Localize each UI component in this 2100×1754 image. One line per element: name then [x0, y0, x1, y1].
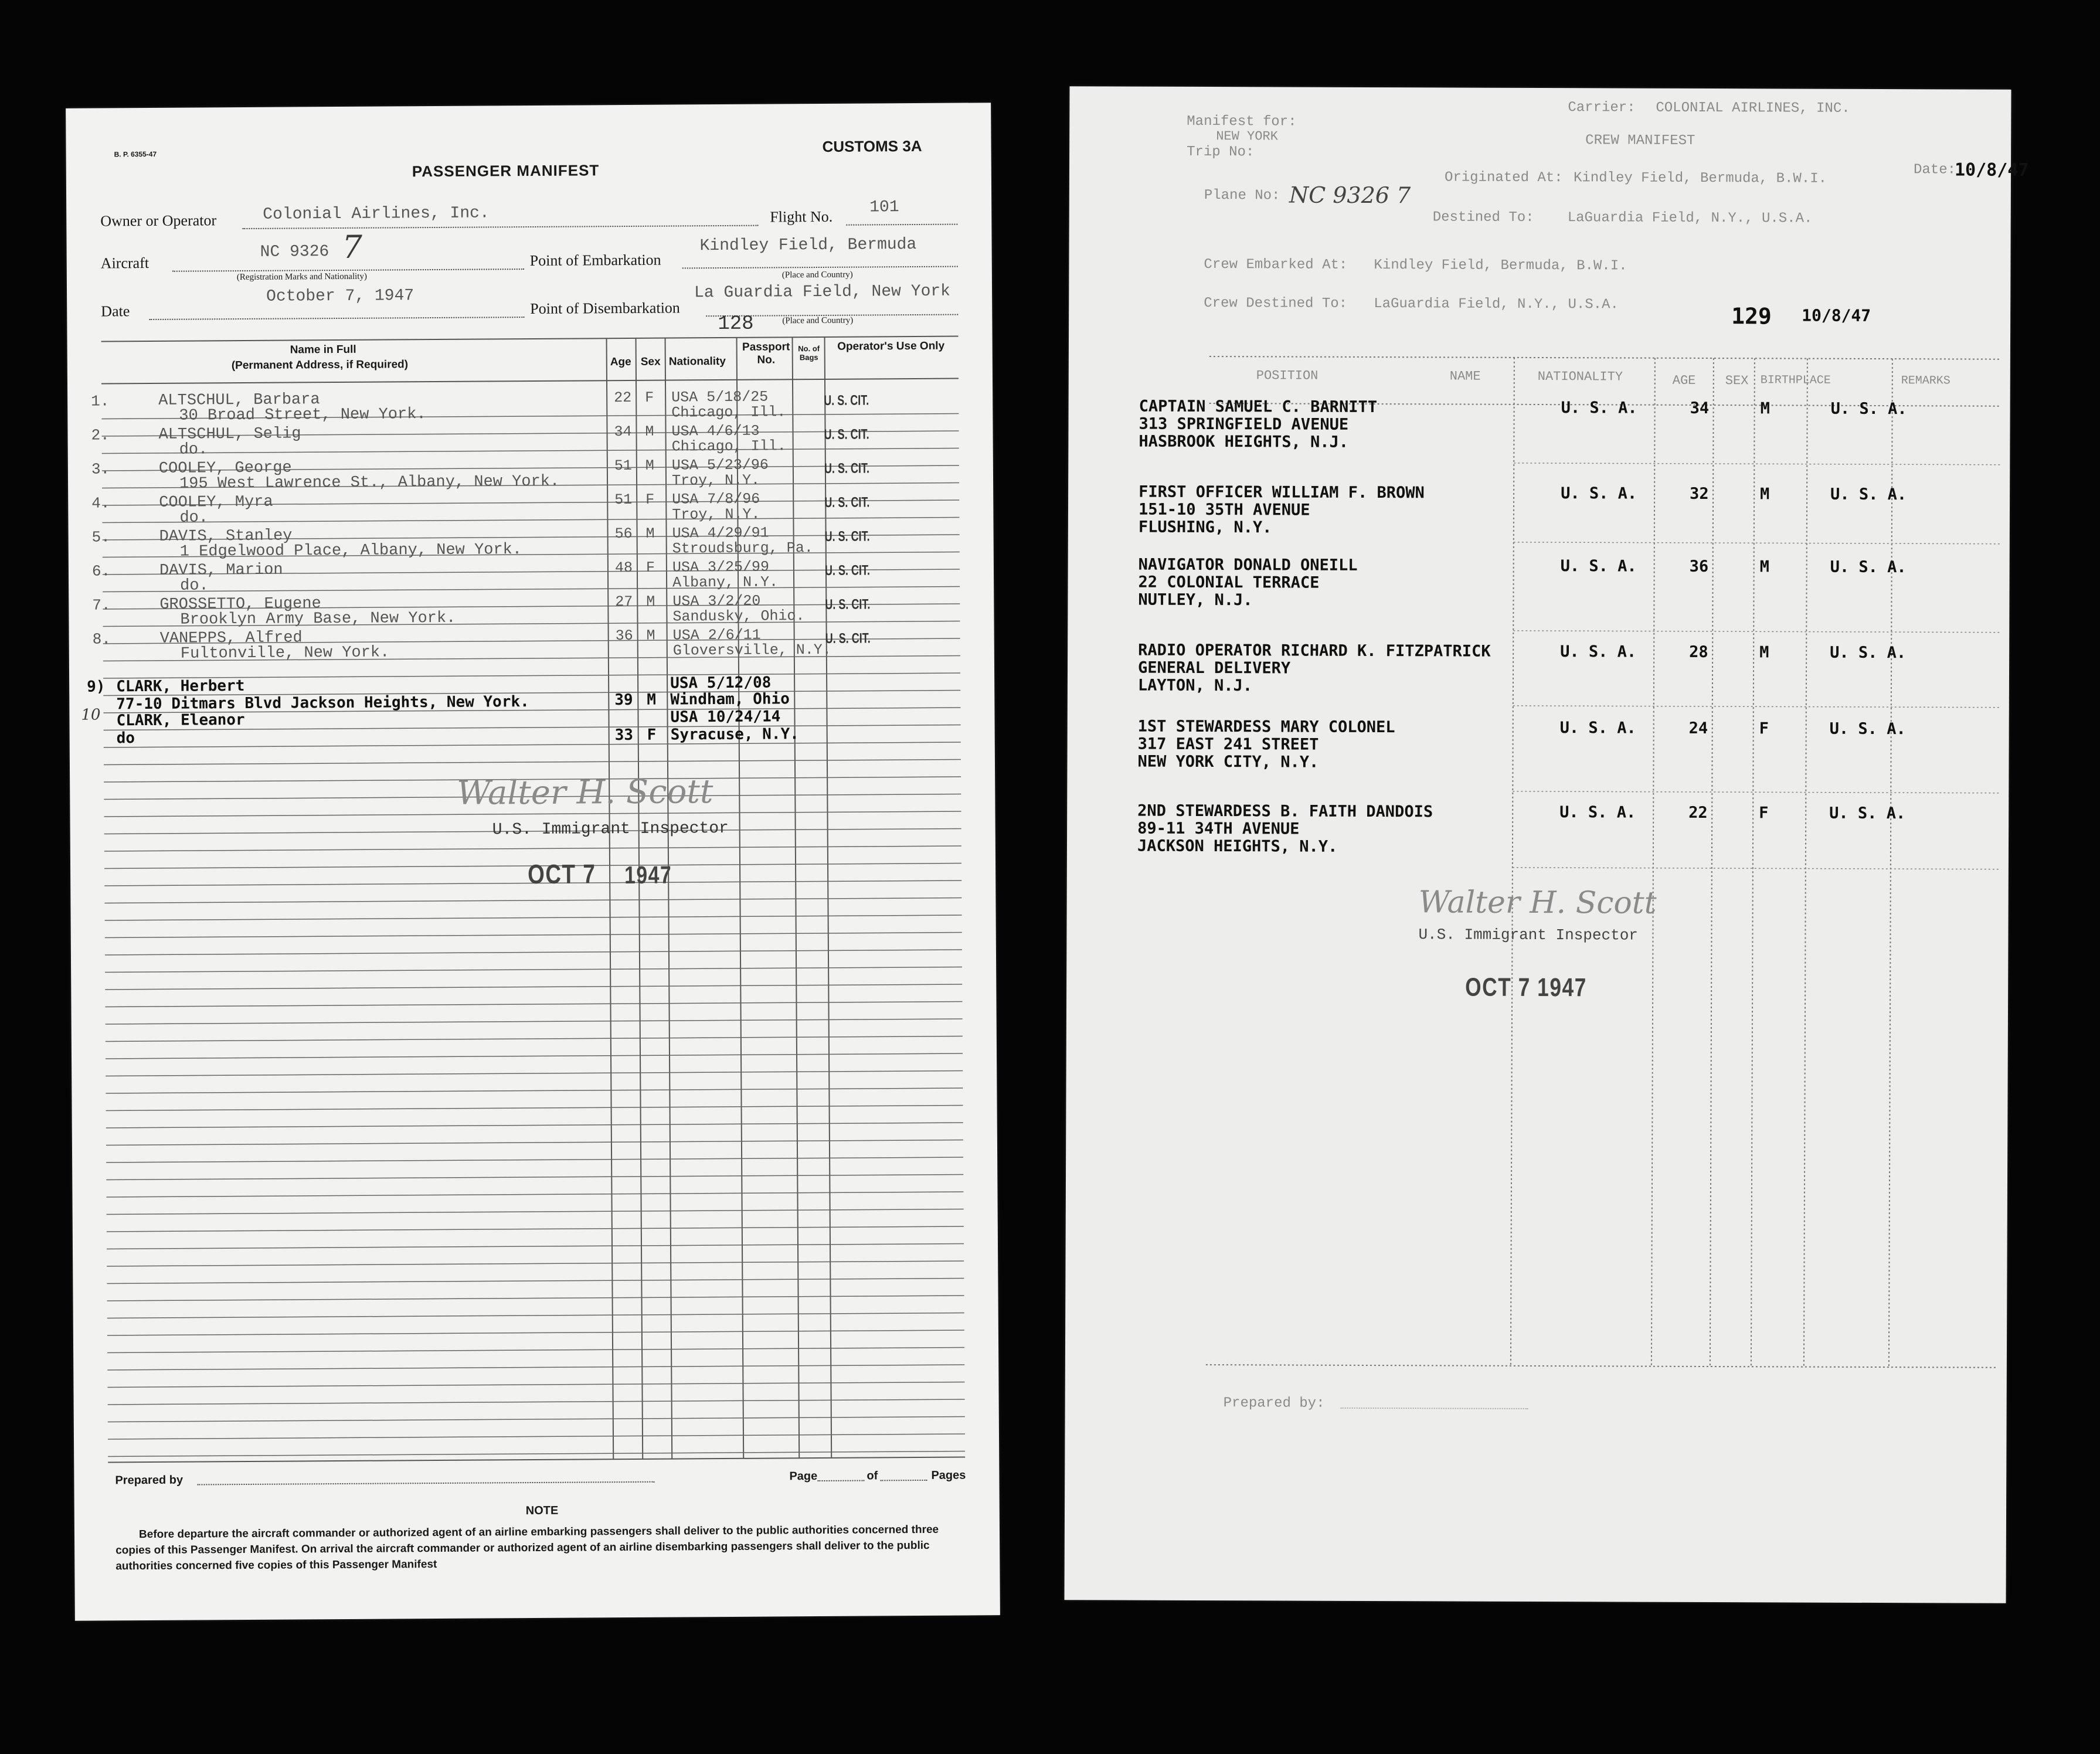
- aircraft-handwritten: 7: [342, 228, 363, 266]
- passenger-address: Fultonville, New York.: [180, 644, 390, 663]
- crew-birthplace: U. S. A.: [1829, 804, 1906, 823]
- crew-birthplace: U. S. A.: [1830, 558, 1907, 577]
- crew-row-divider: [1513, 868, 1999, 869]
- form-number: B. P. 6355-47: [114, 149, 157, 159]
- crew-city: HASBROOK HEIGHTS, N.J.: [1139, 432, 1349, 451]
- plane-value: NC 9326 7: [1289, 182, 1411, 209]
- crew-col-name: NAME: [1449, 369, 1481, 384]
- passenger-nat-10b: Syracuse, N.Y.: [670, 725, 799, 744]
- flight-label: Flight No.: [770, 208, 833, 226]
- crew-row-divider: [1513, 706, 2000, 708]
- date-stamp: OCT 7: [527, 858, 596, 890]
- passenger-sex: M: [646, 627, 655, 644]
- crew-row-divider: [1514, 542, 2000, 544]
- crew-row-divider: [1514, 463, 2000, 465]
- ruled-line: [107, 1313, 964, 1318]
- ruled-line: [107, 1382, 964, 1388]
- trip-label: Trip No:: [1187, 144, 1255, 161]
- passenger-birthplace: Chicago, Ill.: [671, 403, 786, 421]
- prepared-by-label: Prepared by: [115, 1473, 184, 1487]
- ruled-line: [106, 1053, 963, 1059]
- citizenship-stamp: U. S. CIT.: [824, 460, 870, 477]
- pages-label: Pages: [931, 1469, 966, 1482]
- passenger-birthplace: Albany, N.Y.: [672, 573, 779, 592]
- row-number: 7.: [92, 596, 111, 614]
- crew-nationality: U. S. A.: [1560, 557, 1637, 576]
- ruled-line: [104, 760, 961, 765]
- citizenship-stamp: U. S. CIT.: [824, 392, 869, 409]
- ruled-line: [105, 915, 962, 920]
- originated-value: Kindley Field, Bermuda, B.W.I.: [1573, 170, 1827, 187]
- passenger-age-10: 33: [614, 726, 634, 745]
- ruled-line: [108, 1434, 965, 1439]
- passenger-sex: F: [645, 389, 654, 406]
- date-value-right: 10/8/47: [1954, 159, 2029, 181]
- col-operator-header: Operator's Use Only: [837, 339, 945, 353]
- owner-value: Colonial Airlines, Inc.: [263, 204, 490, 224]
- crew-birthplace: U. S. A.: [1830, 399, 1907, 419]
- crew-city: NEW YORK CITY, N.Y.: [1137, 752, 1319, 771]
- crew-nationality: U. S. A.: [1559, 719, 1636, 737]
- crew-address: 317 EAST 241 STREET: [1137, 735, 1319, 754]
- crew-position-name: NAVIGATOR DONALD ONEILL: [1138, 555, 1358, 575]
- crew-col-nationality: NATIONALITY: [1537, 369, 1623, 385]
- passenger-age: 27: [615, 593, 633, 611]
- crew-sex: M: [1760, 399, 1770, 418]
- row-number-9: 9): [87, 678, 106, 696]
- inspector-signature: Walter H. Scott: [457, 773, 713, 813]
- row-number-10: 10: [81, 706, 101, 724]
- registration-note: (Registration Marks and Nationality): [236, 271, 367, 283]
- row-number: 1.: [91, 392, 110, 410]
- ruled-line: [106, 1157, 963, 1162]
- page-title: PASSENGER MANIFEST: [412, 161, 600, 181]
- crew-embarked-value: Kindley Field, Bermuda, B.W.I.: [1374, 257, 1627, 274]
- crew-address: GENERAL DELIVERY: [1137, 658, 1291, 678]
- date-value: October 7, 1947: [266, 287, 414, 306]
- crew-sex: M: [1759, 558, 1769, 576]
- manifest-for-label: Manifest for:: [1187, 113, 1297, 130]
- ruled-line: [106, 1106, 963, 1111]
- passenger-name-10: CLARK, Eleanor: [116, 711, 245, 730]
- crew-nationality: U. S. A.: [1560, 643, 1637, 661]
- passenger-age: 51: [614, 491, 633, 509]
- passenger-sex: M: [645, 457, 654, 474]
- crew-address: 22 COLONIAL TERRACE: [1138, 573, 1320, 592]
- ruled-line: [107, 1209, 964, 1215]
- crew-birthplace: U. S. A.: [1830, 643, 1907, 662]
- crew-city: JACKSON HEIGHTS, N.Y.: [1137, 837, 1338, 856]
- inspector-title: U.S. Immigrant Inspector: [492, 819, 729, 839]
- crew-manifest-sheet: [1064, 86, 2029, 1603]
- crew-sex: M: [1759, 643, 1769, 662]
- crew-address: 151-10 35TH AVENUE: [1138, 500, 1310, 519]
- embarkation-value: Kindley Field, Bermuda: [699, 235, 917, 256]
- passenger-age: 48: [614, 559, 633, 577]
- row-number: 5.: [91, 528, 110, 546]
- ruled-line: [105, 967, 962, 973]
- sheet-number: 128: [718, 312, 754, 336]
- crew-col-sex: SEX: [1725, 373, 1749, 389]
- passenger-address-10: do: [116, 729, 135, 747]
- note-title: NOTE: [525, 1504, 559, 1518]
- col-name-subheader: (Permanent Address, if Required): [231, 358, 409, 372]
- disembarkation-label: Point of Disembarkation: [530, 299, 680, 318]
- embarkation-label: Point of Embarkation: [529, 251, 661, 270]
- passenger-address: do.: [180, 577, 209, 595]
- passenger-name-9: CLARK, Herbert: [116, 677, 245, 696]
- crew-date-stamp: OCT 7 1947: [1465, 973, 1587, 1002]
- destined-value: LaGuardia Field, N.Y., U.S.A.: [1567, 210, 1813, 227]
- ruled-line: [106, 1036, 963, 1042]
- passenger-age: 22: [614, 389, 632, 407]
- citizenship-stamp: U. S. CIT.: [824, 528, 870, 545]
- row-number: 2.: [91, 426, 110, 444]
- customs-ref: CUSTOMS 3A: [822, 137, 922, 155]
- passenger-address: do.: [179, 441, 208, 459]
- passenger-birthplace: Gloversville, N.Y.: [672, 641, 831, 660]
- passenger-nat-10a: USA 10/24/14: [670, 708, 781, 726]
- trip-value: NEW YORK: [1216, 129, 1278, 144]
- manifest-type: CREW MANIFEST: [1585, 132, 1695, 149]
- crew-prepared-by-label: Prepared by:: [1223, 1395, 1325, 1412]
- ruled-line: [106, 1175, 963, 1180]
- ruled-line: [104, 742, 961, 747]
- crew-city: LAYTON, N.J.: [1137, 676, 1253, 695]
- passenger-age-9: 39: [614, 691, 633, 709]
- ruled-line: [107, 1296, 964, 1301]
- crew-city: NUTLEY, N.J.: [1138, 590, 1253, 610]
- passenger-birthplace: Sandusky, Ohio.: [672, 607, 805, 626]
- ruled-line: [107, 1244, 964, 1249]
- col-sex-header: Sex: [640, 355, 661, 368]
- passenger-birthplace: Troy, N.Y.: [672, 505, 760, 524]
- citizenship-stamp: U. S. CIT.: [825, 596, 871, 613]
- ruled-line: [106, 1071, 963, 1076]
- ruled-line: [107, 1261, 964, 1266]
- passenger-nationality: USA 3/2/20: [672, 592, 761, 610]
- disembarkation-place-note: (Place and Country): [782, 315, 854, 326]
- disembarkation-value: La Guardia Field, New York: [694, 282, 951, 302]
- ruled-line: [108, 1452, 965, 1457]
- citizenship-stamp: U. S. CIT.: [824, 426, 869, 443]
- passenger-name: COOLEY, George: [158, 459, 292, 478]
- col-name-header: Name in Full: [290, 343, 356, 356]
- ruled-line: [108, 1417, 965, 1422]
- passenger-sex-9: M: [647, 691, 657, 709]
- crew-sex: M: [1760, 485, 1770, 504]
- passenger-name: ALTSCHUL, Selig: [158, 425, 301, 444]
- row-number: 8.: [92, 630, 111, 648]
- embarkation-place-note: (Place and Country): [781, 270, 853, 280]
- passenger-sex: F: [645, 491, 655, 508]
- ruled-line: [105, 933, 962, 938]
- passenger-name: DAVIS, Marion: [159, 561, 283, 580]
- passenger-sex-10: F: [647, 726, 657, 744]
- owner-label: Owner or Operator: [100, 212, 217, 230]
- crew-position-name: 1ST STEWARDESS MARY COLONEL: [1137, 717, 1395, 737]
- date-label: Date: [101, 302, 130, 320]
- carrier-value: COLONIAL AIRLINES, INC.: [1656, 100, 1850, 117]
- passenger-manifest-sheet: [66, 103, 1000, 1621]
- passenger-sex: M: [646, 593, 655, 610]
- passenger-birthplace: Stroudsburg, Pa.: [672, 539, 813, 558]
- note-text: Before departure the aircraft commander or authorized agent of an airline embarking passengers shall deliver to the public authorities concerned three copies of this Passenger Manifest. On arrival the aircraft commander or authorized agent of an airline disembarking passengers shall deliver to the public authorities concerned five copies of this Passenger Manifest: [115, 1523, 939, 1573]
- ruled-line: [106, 1123, 963, 1128]
- date2-right: 10/8/47: [1802, 305, 1871, 325]
- crew-age: 22: [1688, 803, 1708, 822]
- crew-col-position: POSITION: [1256, 368, 1319, 383]
- row-number: 3.: [91, 460, 110, 478]
- destined-label: Destined To:: [1432, 209, 1534, 226]
- crew-col-birthplace: BIRTHPLACE: [1760, 373, 1831, 387]
- crew-inspector-title: U.S. Immigrant Inspector: [1418, 926, 1638, 944]
- passenger-address: Brooklyn Army Base, New York.: [180, 609, 456, 629]
- passenger-address: 195 West Lawrence St., Albany, New York.: [179, 473, 560, 493]
- passenger-sex: F: [645, 559, 655, 576]
- date-label-right: Date:: [1913, 162, 1956, 178]
- crew-sex: F: [1759, 804, 1769, 822]
- passenger-name: ALTSCHUL, Barbara: [158, 391, 320, 410]
- ruled-line: [104, 811, 961, 817]
- sheet-number-right: 129: [1731, 303, 1772, 329]
- ruled-line: [107, 1348, 964, 1353]
- passenger-nationality: USA 7/8/96: [672, 490, 760, 508]
- ruled-line: [102, 448, 959, 454]
- ruled-line: [107, 1226, 964, 1232]
- passenger-nationality: USA 5/18/25: [671, 388, 769, 406]
- aircraft-label: Aircraft: [100, 254, 149, 272]
- crew-birthplace: U. S. A.: [1829, 719, 1906, 739]
- crew-age: 28: [1689, 643, 1708, 662]
- aircraft-value: NC 9326: [260, 243, 329, 261]
- crew-age: 36: [1689, 557, 1709, 576]
- passenger-name: VANEPPS, Alfred: [159, 629, 303, 648]
- plane-label: Plane No:: [1204, 188, 1280, 204]
- col-passport-header: Passport No.: [742, 341, 790, 366]
- crew-position-name: CAPTAIN SAMUEL C. BARNITT: [1139, 397, 1378, 417]
- crew-address: 89-11 34TH AVENUE: [1137, 819, 1300, 838]
- crew-col-remarks: REMARKS: [1901, 374, 1951, 388]
- ruled-line: [105, 984, 962, 990]
- citizenship-stamp: U. S. CIT.: [825, 630, 871, 647]
- passenger-age: 34: [614, 423, 632, 441]
- crew-age: 24: [1688, 719, 1708, 738]
- ruled-line: [103, 587, 960, 592]
- col-nationality-header: Nationality: [668, 355, 726, 368]
- crew-position-name: RADIO OPERATOR RICHARD K. FITZPATRICK: [1138, 641, 1491, 661]
- col-bags-header: No. of Bags: [798, 344, 820, 362]
- crew-city: FLUSHING, N.Y.: [1138, 518, 1272, 537]
- ruled-line: [106, 1088, 963, 1093]
- passenger-nationality: USA 2/6/11: [672, 626, 761, 644]
- passenger-address: 30 Broad Street, New York.: [179, 406, 426, 425]
- crew-col-age: AGE: [1672, 373, 1696, 388]
- passenger-name: DAVIS, Stanley: [159, 527, 293, 546]
- passenger-name: COOLEY, Myra: [159, 493, 273, 512]
- passenger-name: GROSSETTO, Eugene: [159, 595, 321, 614]
- passenger-age: 36: [615, 627, 633, 645]
- passenger-nat-9a: USA 5/12/08: [670, 674, 772, 692]
- crew-position-name: 2ND STEWARDESS B. FAITH DANDOIS: [1137, 801, 1433, 821]
- passenger-nationality: USA 4/6/13: [671, 422, 760, 440]
- crew-age: 34: [1690, 399, 1710, 418]
- crew-inspector-signature: Walter H. Scott: [1418, 885, 1657, 921]
- ruled-line: [104, 846, 961, 851]
- crew-nationality: U. S. A.: [1561, 399, 1637, 417]
- passenger-nationality: USA 3/25/99: [672, 558, 770, 576]
- ruled-line: [106, 1019, 963, 1024]
- col-age-header: Age: [610, 355, 631, 369]
- passenger-address: do.: [179, 509, 209, 527]
- crew-address: 313 SPRINGFIELD AVENUE: [1139, 414, 1349, 434]
- page-label: Page: [789, 1470, 818, 1483]
- passenger-nationality: USA 5/23/96: [671, 456, 769, 474]
- ruled-line: [106, 1192, 963, 1197]
- row-number: 6.: [91, 562, 111, 580]
- crew-nationality: U. S. A.: [1559, 803, 1636, 822]
- passenger-sex: M: [645, 423, 654, 440]
- carrier-label: Carrier:: [1568, 100, 1636, 116]
- passenger-birthplace: Troy, N.Y.: [671, 471, 760, 490]
- ruled-line: [107, 1330, 964, 1335]
- ruled-line: [104, 898, 961, 903]
- ruled-line: [105, 1002, 962, 1007]
- passenger-address: 1 Edgelwood Place, Albany, New York.: [179, 541, 522, 561]
- passenger-age: 56: [614, 525, 633, 543]
- crew-destined-label: Crew Destined To:: [1204, 295, 1348, 312]
- citizenship-stamp: U. S. CIT.: [824, 562, 871, 579]
- crew-row-divider: [1513, 631, 2000, 633]
- ruled-line: [106, 1140, 963, 1145]
- crew-destined-value: LaGuardia Field, N.Y., U.S.A.: [1374, 296, 1619, 313]
- ruled-line: [105, 950, 962, 955]
- passenger-birthplace: Chicago, Ill.: [671, 437, 786, 456]
- passenger-nationality: USA 4/29/91: [672, 524, 769, 542]
- date-stamp-year: 1947: [624, 861, 672, 889]
- passenger-age: 51: [614, 457, 632, 475]
- citizenship-stamp: U. S. CIT.: [824, 494, 870, 511]
- ruled-line: [108, 1399, 965, 1405]
- passenger-sex: M: [645, 525, 655, 542]
- crew-age: 32: [1690, 484, 1709, 504]
- ruled-line: [107, 1365, 964, 1370]
- row-number: 4.: [91, 494, 110, 512]
- crew-embarked-label: Crew Embarked At:: [1204, 257, 1348, 273]
- passenger-address-9: 77-10 Ditmars Blvd Jackson Heights, New York.: [116, 693, 529, 713]
- crew-nationality: U. S. A.: [1561, 484, 1637, 503]
- crew-row-divider: [1513, 791, 1999, 793]
- crew-birthplace: U. S. A.: [1830, 485, 1907, 504]
- flight-value: 101: [869, 198, 899, 217]
- passenger-nat-9b: Windham, Ohio: [670, 690, 790, 709]
- ruled-line: [107, 1279, 964, 1284]
- crew-sex: F: [1759, 719, 1769, 738]
- page-of-label: of: [866, 1469, 878, 1483]
- ruled-line: [102, 518, 959, 523]
- originated-label: Originated At:: [1444, 169, 1563, 186]
- crew-position-name: FIRST OFFICER WILLIAM F. BROWN: [1139, 482, 1425, 502]
